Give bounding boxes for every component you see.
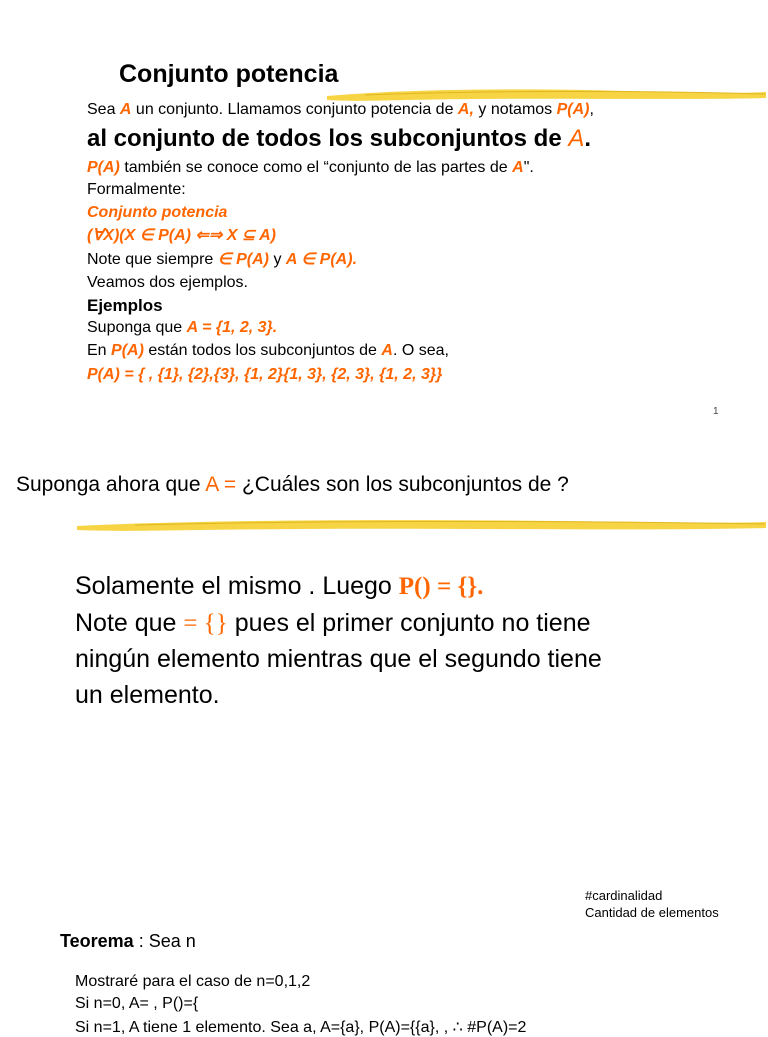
text-seg: . bbox=[584, 125, 592, 152]
theorem-label: Teorema bbox=[60, 931, 134, 951]
text-seg: un conjunto. Llamamos conjunto potencia de bbox=[131, 101, 458, 118]
slide3-line-2: Si n=0, A= , P()={ bbox=[75, 995, 199, 1012]
formula: A = bbox=[205, 473, 242, 496]
var-pa: P(A) bbox=[111, 342, 144, 359]
text-seg: Sea bbox=[87, 101, 120, 118]
text-seg: , bbox=[589, 101, 594, 118]
slide1-title: Conjunto potencia bbox=[119, 60, 339, 88]
text-seg: . O sea, bbox=[392, 342, 449, 359]
slide1-line-5: Conjunto potencia bbox=[87, 204, 228, 221]
slide2-answer-4: un elemento. bbox=[75, 681, 220, 709]
slide1-line-12: P(A) = { , {1}, {2},{3}, {1, 2}{1, 3}, {2, 3}, {1, 2, 3}} bbox=[87, 366, 443, 383]
slide1-line-11 bbox=[87, 343, 449, 359]
var-a: A bbox=[568, 125, 585, 152]
theorem-heading bbox=[60, 931, 196, 952]
text-seg: Suponga ahora que bbox=[16, 473, 206, 496]
var-a: A bbox=[512, 159, 524, 176]
note-cardinalidad: #cardinalidad bbox=[585, 888, 663, 903]
formula: P() = {}. bbox=[398, 573, 484, 600]
var-pa: P(A) bbox=[87, 159, 120, 176]
slide1-line-3 bbox=[87, 160, 534, 176]
text-seg: pues el primer conjunto no tiene bbox=[227, 609, 591, 637]
slide2-question bbox=[16, 473, 569, 497]
slide1-line-9: Ejemplos bbox=[87, 296, 163, 315]
text-seg: también se conoce como el “conjunto de las partes de bbox=[119, 159, 513, 176]
slide2-answer-3: ningún elemento mientras que el segundo tiene bbox=[75, 645, 602, 673]
formula: A = {1, 2, 3}. bbox=[186, 319, 278, 336]
text-seg: están todos los subconjuntos de bbox=[143, 342, 382, 359]
slide1-line-10 bbox=[87, 320, 277, 336]
slide1-line-2 bbox=[87, 125, 591, 153]
text-seg: al conjunto de todos los subconjuntos de bbox=[87, 125, 569, 152]
page-number: 1 bbox=[713, 406, 719, 417]
text-seg: En bbox=[87, 342, 112, 359]
formula: = {} bbox=[183, 610, 228, 637]
var-a: A bbox=[119, 101, 132, 118]
var-pa: P(A) bbox=[556, 101, 590, 118]
text-seg: : Sea n bbox=[133, 931, 196, 951]
var-a: A bbox=[381, 342, 393, 359]
text-seg: Note que bbox=[75, 609, 184, 637]
slide1-line-8: Veamos dos ejemplos. bbox=[87, 274, 248, 291]
slide1-line-7 bbox=[87, 252, 357, 268]
text-seg: ". bbox=[523, 159, 534, 176]
highlight-stroke-2 bbox=[75, 514, 768, 536]
text-seg: Note que siempre bbox=[87, 251, 218, 268]
slide2-answer-1 bbox=[75, 572, 483, 601]
var-a: A, bbox=[457, 101, 474, 118]
slide2-answer-2 bbox=[75, 609, 591, 638]
text-seg: y bbox=[269, 251, 286, 268]
formula: ∈ P(A) bbox=[217, 251, 269, 268]
slide1-line-1 bbox=[87, 102, 594, 118]
slide3-line-3: Si n=1, A tiene 1 elemento. Sea a, A={a}, P(A)={{a}, , ∴ #P(A)=2 bbox=[75, 1019, 527, 1036]
text-seg: ¿Cuáles son los subconjuntos de ? bbox=[241, 473, 569, 496]
formula: A ∈ P(A). bbox=[285, 251, 358, 268]
slide1-line-4: Formalmente: bbox=[87, 181, 186, 198]
text-seg: Suponga que bbox=[87, 319, 187, 336]
slide1-line-6: (∀X)(X ∈ P(A) ⇐⇒ X ⊆ A) bbox=[87, 227, 276, 244]
slide3-line-1: Mostraré para el caso de n=0,1,2 bbox=[75, 973, 311, 990]
text-seg: Solamente el mismo . Luego bbox=[75, 572, 399, 600]
note-cantidad: Cantidad de elementos bbox=[585, 905, 719, 920]
text-seg: y notamos bbox=[473, 101, 557, 118]
